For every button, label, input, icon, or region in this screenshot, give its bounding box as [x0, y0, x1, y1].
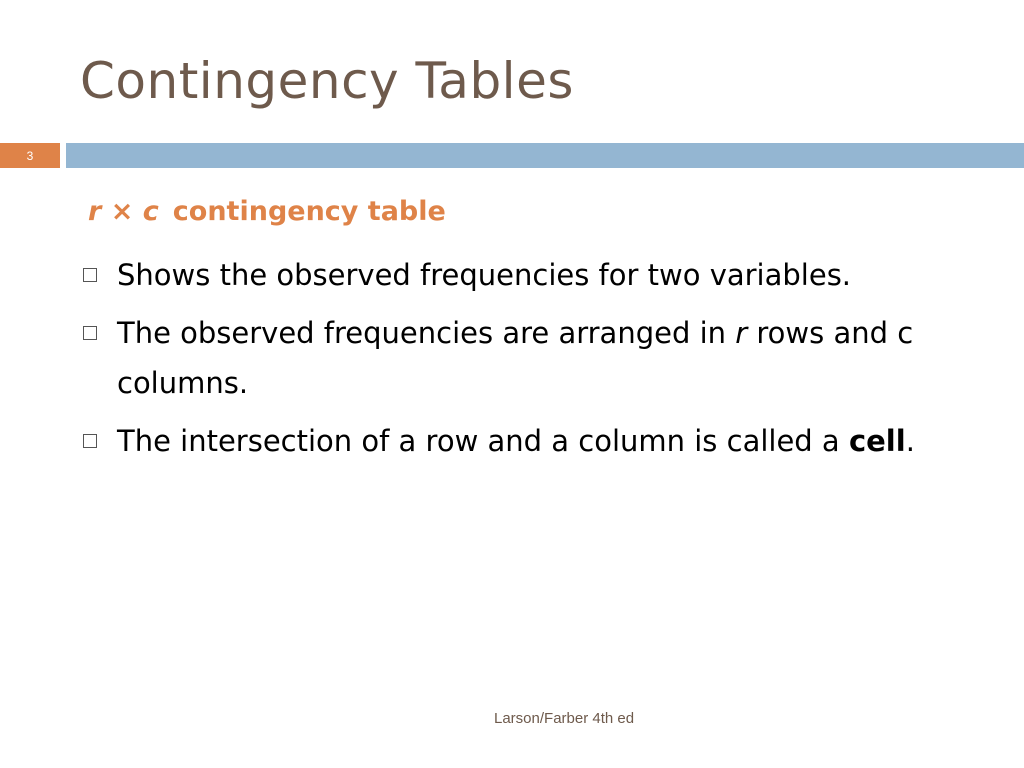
footer-citation: Larson/Farber 4th ed	[494, 710, 635, 727]
subheading	[88, 196, 446, 227]
square-bullet-icon	[83, 268, 97, 282]
square-bullet-icon	[83, 326, 97, 340]
subheading-label: contingency table	[172, 196, 446, 227]
bullet-text: Shows the observed frequencies for two variables.	[117, 258, 852, 292]
list-item	[80, 416, 960, 466]
subheading-times: ×	[110, 196, 134, 227]
header-rule-bar	[66, 143, 1024, 168]
bullet-var-r: r	[735, 316, 748, 350]
slide-title: Contingency Tables	[80, 52, 574, 110]
bullet-text: The intersection of a row and a column is called a	[117, 424, 849, 458]
slide-number: 3	[0, 143, 60, 168]
bullet-list	[80, 250, 960, 474]
subheading-r: r	[88, 196, 102, 227]
list-item	[80, 250, 960, 300]
bullet-bold-cell: cell	[848, 424, 906, 458]
subheading-c: c	[142, 196, 159, 227]
square-bullet-icon	[83, 434, 97, 448]
list-item	[80, 308, 960, 408]
bullet-text: The observed frequencies are arranged in	[117, 316, 736, 350]
bullet-text: rows and c columns.	[117, 316, 914, 400]
bullet-text: .	[905, 424, 915, 458]
